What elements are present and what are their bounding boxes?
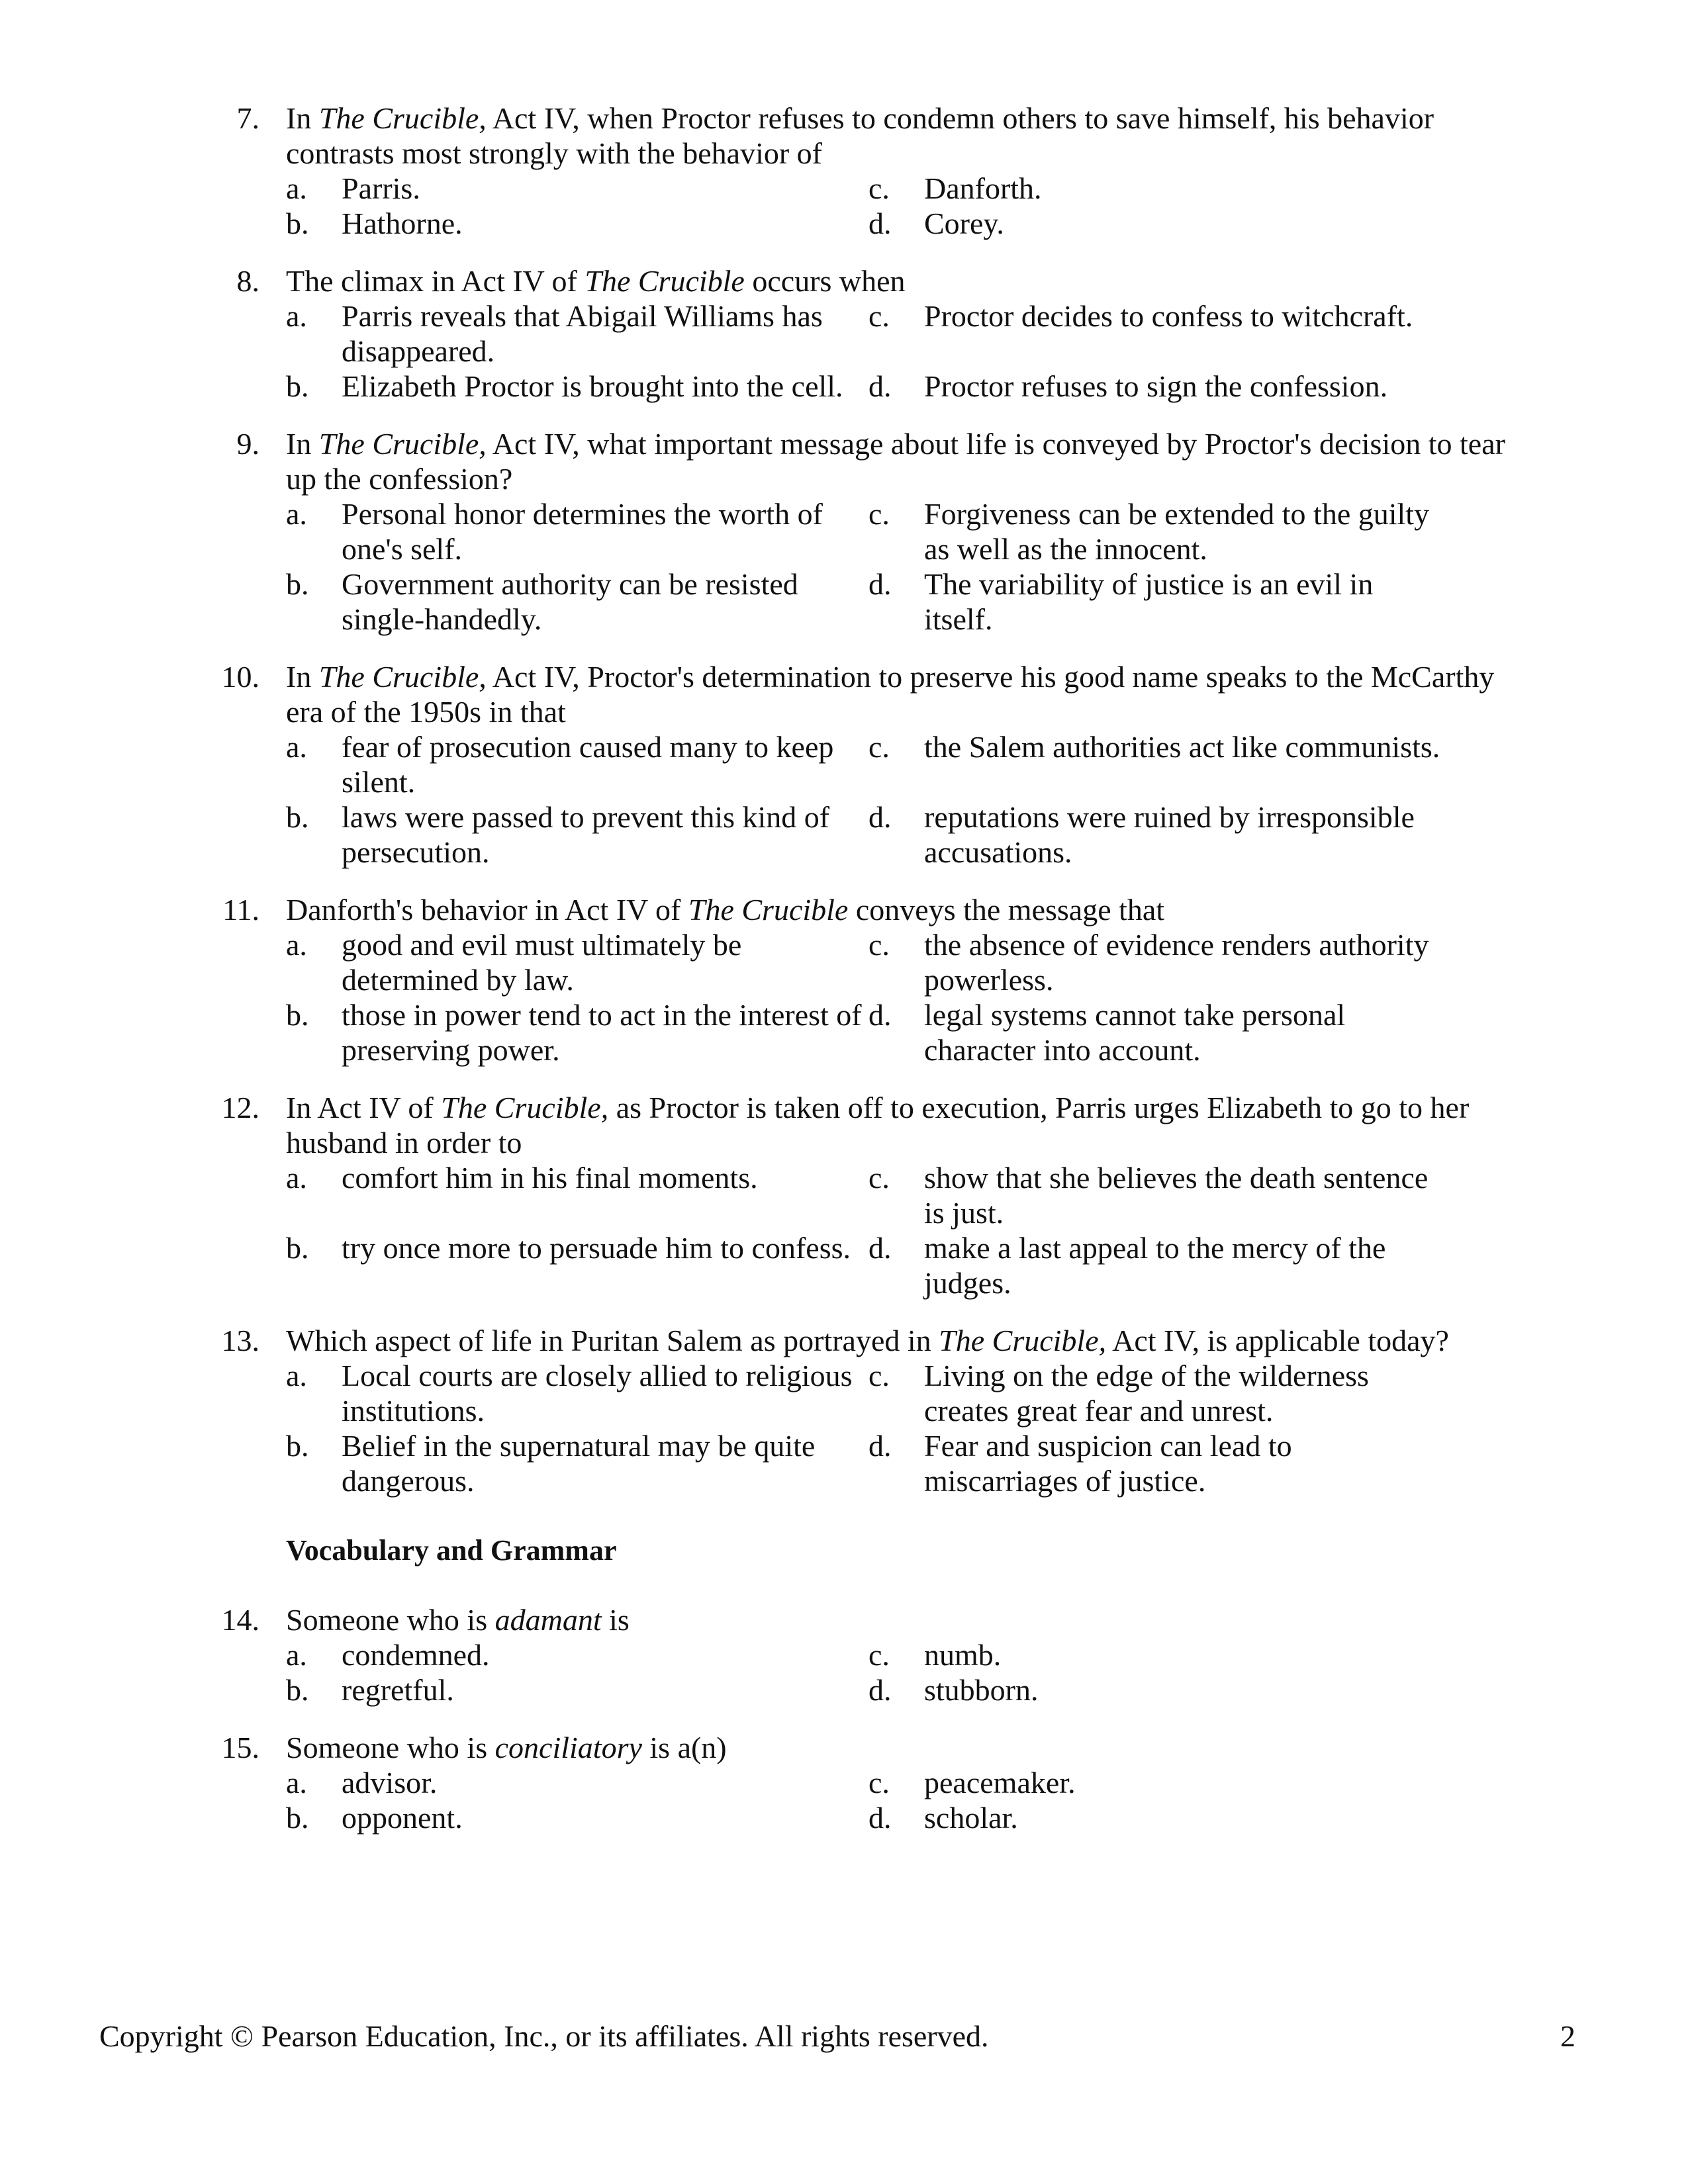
option-text: Danforth. xyxy=(924,171,1042,205)
option-text: Proctor decides to confess to witchcraft. xyxy=(924,299,1413,333)
option-letter: b. xyxy=(286,1231,309,1265)
stem-text: In Act IV of xyxy=(286,1091,442,1124)
question-number: 12. xyxy=(221,1091,259,1124)
option-text: Fear and suspicion can lead to miscarriages of justice. xyxy=(924,1429,1292,1498)
option-text: Corey. xyxy=(924,206,1004,240)
option-text: legal systems cannot take personal character into account. xyxy=(924,998,1346,1067)
answer-option xyxy=(286,1800,868,1835)
option-letter: c. xyxy=(868,1161,890,1195)
section-heading: Vocabulary and Grammar xyxy=(286,1534,617,1567)
answer-option xyxy=(868,171,1451,206)
answer-option xyxy=(868,206,1451,241)
stem-text: In xyxy=(286,427,319,461)
page-footer xyxy=(99,2019,1575,2054)
option-letter: d. xyxy=(868,1801,892,1835)
answer-option xyxy=(286,729,868,799)
stem-italic-text: The Crucible, xyxy=(939,1324,1107,1357)
answer-option xyxy=(286,567,868,637)
question xyxy=(0,1090,1688,1300)
question-stem xyxy=(286,1323,1530,1358)
answer-option xyxy=(286,1428,868,1498)
stem-text: Act IV, is applicable today? xyxy=(1106,1324,1449,1357)
option-letter: d. xyxy=(868,998,892,1032)
question-number: 14. xyxy=(221,1603,259,1637)
option-text: Living on the edge of the wilderness creates great fear and unrest. xyxy=(924,1359,1369,1428)
answer-row xyxy=(286,369,1530,404)
answer-row xyxy=(286,1672,1530,1707)
answer-option xyxy=(286,1358,868,1428)
answer-option xyxy=(286,1230,868,1300)
answer-row xyxy=(286,1800,1530,1835)
question-number: 8. xyxy=(236,264,259,298)
stem-text: is a(n) xyxy=(641,1731,727,1764)
question-number: 13. xyxy=(221,1324,259,1357)
question-list xyxy=(0,101,1688,1858)
stem-italic-text: The Crucible, xyxy=(318,101,487,135)
option-text: condemned. xyxy=(342,1638,490,1672)
option-letter: d. xyxy=(868,206,892,240)
stem-text: Act IV, what important message about life is conveyed by Proctor's decision to tear up the confession? xyxy=(286,427,1505,496)
answer-option xyxy=(286,1672,868,1707)
stem-text: In xyxy=(286,660,319,694)
option-text: Government authority can be resisted single-handedly. xyxy=(342,567,798,636)
option-text: Forgiveness can be extended to the guilty as well as the innocent. xyxy=(924,497,1430,566)
answer-options xyxy=(286,1358,1530,1498)
answer-row xyxy=(286,927,1530,997)
option-text: Belief in the supernatural may be quite dangerous. xyxy=(342,1429,816,1498)
option-letter: a. xyxy=(286,1638,307,1672)
vocabulary-questions xyxy=(0,1602,1688,1835)
option-letter: c. xyxy=(868,299,890,333)
option-text: Proctor refuses to sign the confession. xyxy=(924,369,1388,403)
answer-option xyxy=(868,567,1451,637)
answer-option xyxy=(286,171,868,206)
stem-italic-text: conciliatory xyxy=(494,1731,642,1764)
answer-option xyxy=(286,298,868,369)
option-letter: a. xyxy=(286,1359,307,1392)
answer-option xyxy=(868,1637,1451,1672)
option-letter: d. xyxy=(868,369,892,403)
option-letter: a. xyxy=(286,1161,307,1195)
question-stem xyxy=(286,659,1530,729)
question-stem xyxy=(286,101,1530,171)
stem-text: Which aspect of life in Puritan Salem as portrayed in xyxy=(286,1324,939,1357)
option-text: opponent. xyxy=(342,1801,463,1835)
option-letter: c. xyxy=(868,1638,890,1672)
option-letter: c. xyxy=(868,497,890,531)
stem-text: conveys the message that xyxy=(848,893,1165,927)
stem-text: is xyxy=(601,1603,630,1637)
option-letter: c. xyxy=(868,730,890,764)
answer-row xyxy=(286,729,1530,799)
option-text: The variability of justice is an evil in itself. xyxy=(924,567,1374,636)
question-number: 7. xyxy=(236,101,259,135)
stem-text: Act IV, Proctor's determination to preserve his good name speaks to the McCarthy era of the 1950s in that xyxy=(286,660,1495,729)
answer-option xyxy=(286,1637,868,1672)
option-letter: d. xyxy=(868,567,892,601)
answer-row xyxy=(286,799,1530,870)
option-text: stubborn. xyxy=(924,1673,1039,1707)
answer-row xyxy=(286,206,1530,241)
question-stem xyxy=(286,426,1530,496)
option-text: Local courts are closely allied to religious institutions. xyxy=(342,1359,853,1428)
question-number: 9. xyxy=(236,427,259,461)
copyright-notice: Copyright © Pearson Education, Inc., or its affiliates. All rights reserved. xyxy=(99,2019,989,2053)
answer-option xyxy=(868,729,1451,799)
question xyxy=(0,426,1688,637)
option-letter: d. xyxy=(868,1673,892,1707)
question-number: 11. xyxy=(222,893,259,927)
option-letter: b. xyxy=(286,206,309,240)
option-letter: a. xyxy=(286,171,307,205)
page-number: 2 xyxy=(1560,2019,1575,2053)
question xyxy=(0,1730,1688,1835)
option-text: show that she believes the death sentence is just. xyxy=(924,1161,1429,1230)
stem-text: Danforth's behavior in Act IV of xyxy=(286,893,688,927)
question xyxy=(0,659,1688,870)
stem-text: occurs when xyxy=(744,264,906,298)
answer-option xyxy=(868,1358,1451,1428)
answer-row xyxy=(286,1637,1530,1672)
question-number: 15. xyxy=(221,1731,259,1764)
answer-option xyxy=(868,1800,1451,1835)
question-number: 10. xyxy=(221,660,259,694)
answer-option xyxy=(868,369,1451,404)
answer-option xyxy=(868,298,1451,369)
option-text: numb. xyxy=(924,1638,1002,1672)
option-text: Parris. xyxy=(342,171,420,205)
answer-option xyxy=(286,997,868,1068)
option-letter: b. xyxy=(286,998,309,1032)
option-text: advisor. xyxy=(342,1766,438,1799)
answer-row xyxy=(286,1230,1530,1300)
answer-row xyxy=(286,1160,1530,1230)
answer-option xyxy=(286,1765,868,1800)
option-letter: a. xyxy=(286,730,307,764)
question xyxy=(0,101,1688,241)
option-letter: b. xyxy=(286,1429,309,1463)
option-letter: c. xyxy=(868,171,890,205)
option-text: good and evil must ultimately be determined by law. xyxy=(342,928,742,997)
option-text: make a last appeal to the mercy of the judges. xyxy=(924,1231,1386,1300)
answer-options xyxy=(286,298,1530,404)
answer-row xyxy=(286,298,1530,369)
question xyxy=(0,1323,1688,1498)
question-stem xyxy=(286,892,1530,927)
stem-text: The climax in Act IV of xyxy=(286,264,585,298)
answer-option xyxy=(868,1672,1451,1707)
answer-option xyxy=(868,799,1451,870)
option-letter: b. xyxy=(286,1673,309,1707)
option-text: those in power tend to act in the interest of preserving power. xyxy=(342,998,862,1067)
answer-option xyxy=(868,997,1451,1068)
question xyxy=(0,1602,1688,1707)
option-text: Elizabeth Proctor is brought into the cell. xyxy=(342,369,843,403)
stem-italic-text: The Crucible, xyxy=(441,1091,609,1124)
stem-text: Someone who is xyxy=(286,1731,495,1764)
option-letter: c. xyxy=(868,1766,890,1799)
answer-option xyxy=(286,927,868,997)
answer-row xyxy=(286,1358,1530,1428)
answer-option xyxy=(286,369,868,404)
option-letter: b. xyxy=(286,567,309,601)
option-text: the Salem authorities act like communists. xyxy=(924,730,1440,764)
option-letter: b. xyxy=(286,369,309,403)
option-letter: a. xyxy=(286,299,307,333)
answer-row xyxy=(286,1428,1530,1498)
stem-text: Act IV, when Proctor refuses to condemn others to save himself, his behavior contrasts most strongly with the behavior of xyxy=(286,101,1434,170)
answer-options xyxy=(286,1637,1530,1707)
question xyxy=(0,892,1688,1068)
question-stem xyxy=(286,263,1530,298)
answer-option xyxy=(868,1230,1451,1300)
stem-italic-text: The Crucible, xyxy=(318,660,487,694)
option-text: peacemaker. xyxy=(924,1766,1076,1799)
option-letter: d. xyxy=(868,1231,892,1265)
answer-options xyxy=(286,1765,1530,1835)
answer-option xyxy=(868,1428,1451,1498)
answer-options xyxy=(286,171,1530,241)
option-letter: c. xyxy=(868,928,890,962)
answer-options xyxy=(286,927,1530,1068)
stem-italic-text: The Crucible xyxy=(688,893,849,927)
answer-row xyxy=(286,171,1530,206)
option-letter: a. xyxy=(286,928,307,962)
question xyxy=(0,263,1688,404)
answer-options xyxy=(286,729,1530,870)
option-text: Parris reveals that Abigail Williams has disappeared. xyxy=(342,299,823,368)
question-stem xyxy=(286,1602,1530,1637)
question-stem xyxy=(286,1730,1530,1765)
option-letter: a. xyxy=(286,497,307,531)
option-letter: b. xyxy=(286,1801,309,1835)
answer-options xyxy=(286,1160,1530,1300)
question-stem xyxy=(286,1090,1530,1160)
answer-row xyxy=(286,1765,1530,1800)
answer-row xyxy=(286,997,1530,1068)
option-letter: a. xyxy=(286,1766,307,1799)
stem-text: In xyxy=(286,101,319,135)
option-text: scholar. xyxy=(924,1801,1018,1835)
option-text: regretful. xyxy=(342,1673,454,1707)
answer-option xyxy=(286,799,868,870)
answer-row xyxy=(286,496,1530,567)
stem-text: as Proctor is taken off to execution, Parris urges Elizabeth to go to her husband in order to xyxy=(286,1091,1470,1160)
option-letter: b. xyxy=(286,800,309,834)
option-text: fear of prosecution caused many to keep silent. xyxy=(342,730,834,799)
stem-italic-text: adamant xyxy=(494,1603,602,1637)
answer-option xyxy=(286,1160,868,1230)
option-text: reputations were ruined by irresponsible accusations. xyxy=(924,800,1415,869)
stem-italic-text: The Crucible, xyxy=(318,427,487,461)
stem-italic-text: The Crucible xyxy=(585,264,745,298)
option-text: comfort him in his final moments. xyxy=(342,1161,758,1195)
answer-option xyxy=(286,496,868,567)
option-letter: d. xyxy=(868,800,892,834)
answer-option xyxy=(868,1765,1451,1800)
option-text: Personal honor determines the worth of one's self. xyxy=(342,497,823,566)
option-text: the absence of evidence renders authority powerless. xyxy=(924,928,1429,997)
answer-option xyxy=(286,206,868,241)
option-letter: c. xyxy=(868,1359,890,1392)
option-text: try once more to persuade him to confess. xyxy=(342,1231,851,1265)
comprehension-questions xyxy=(0,101,1688,1498)
answer-option xyxy=(868,927,1451,997)
answer-option xyxy=(868,1160,1451,1230)
answer-options xyxy=(286,496,1530,637)
option-text: laws were passed to prevent this kind of persecution. xyxy=(342,800,830,869)
stem-text: Someone who is xyxy=(286,1603,495,1637)
answer-option xyxy=(868,496,1451,567)
option-text: Hathorne. xyxy=(342,206,463,240)
option-letter: d. xyxy=(868,1429,892,1463)
answer-row xyxy=(286,567,1530,637)
